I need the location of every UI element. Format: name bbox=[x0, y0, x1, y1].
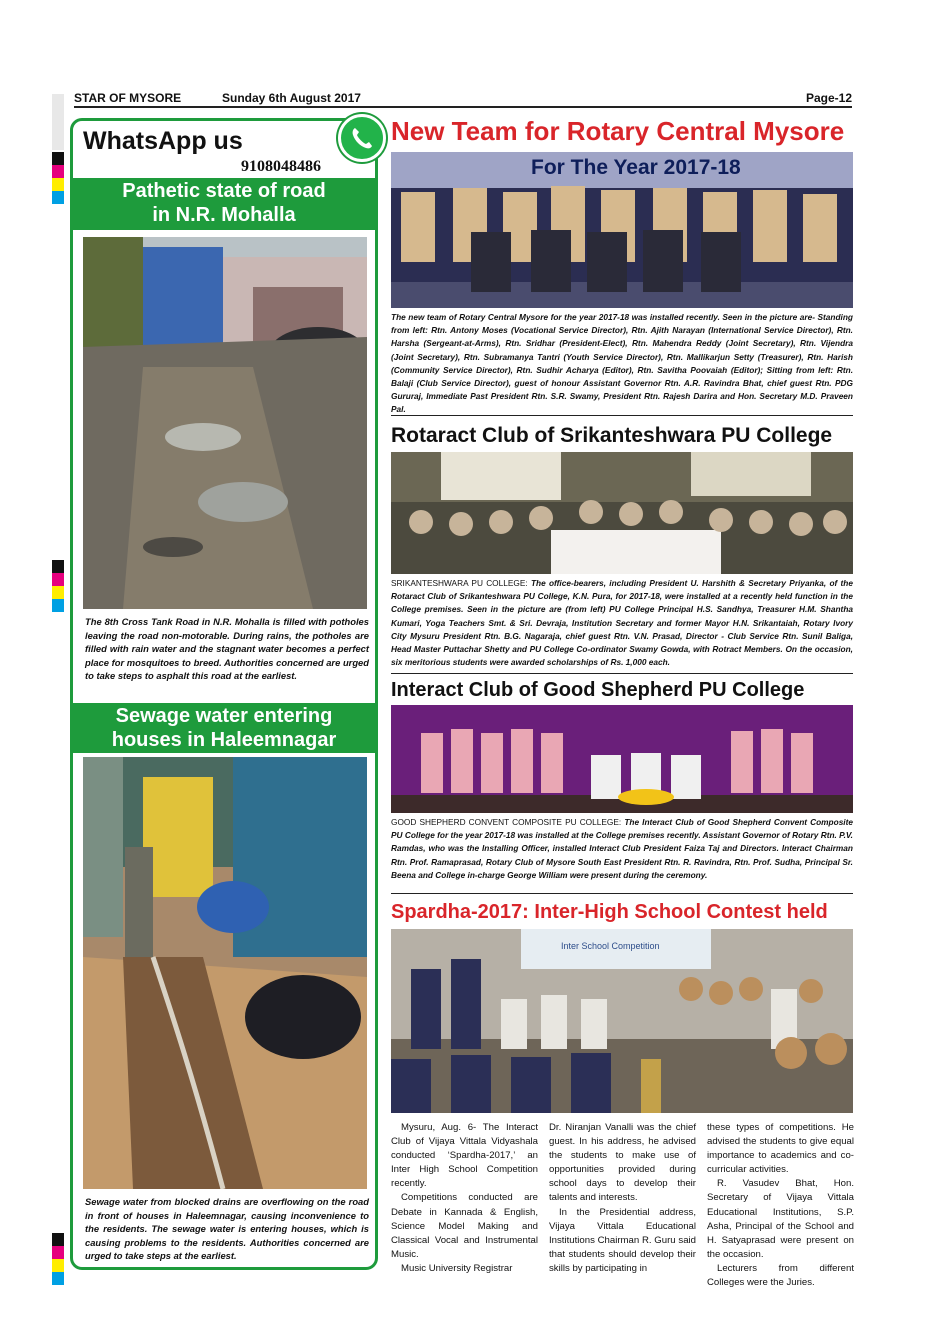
paragraph: Lecturers from different Colleges were the Juries. bbox=[707, 1262, 854, 1289]
paragraph: Competitions conducted are Debate in Kannada & English, Science Model Making and Classical Vocal and Instrumental Music. bbox=[391, 1192, 538, 1260]
interact-caption-body: The Interact Club of Good Shepherd Convent Composite PU College for the year 2017-18 was installed at the College premises recently. Assistant Governor of Rotary Rtn. P.V. Ramdas, who was the Installing Officer, installed Interact Club President Faiza Taj and Directors. Interact Chairman Rtn. Prof. Ramaprasad, Rotary Club of Mysore South East President Rtn. R. Ravindra, Rtn. Prof. Sudha, Principal Sr. Beena and College in-charge George William were present during the ceremony. bbox=[391, 817, 853, 880]
rotary-caption bbox=[391, 311, 853, 417]
spardha-column-2 bbox=[549, 1121, 696, 1276]
page-number: Page-12 bbox=[805, 91, 852, 105]
margin-strip bbox=[52, 94, 64, 150]
spardha-banner: Inter School Competition bbox=[561, 941, 660, 951]
whatsapp-panel bbox=[70, 118, 378, 1270]
issue-date: Sunday 6th August 2017 bbox=[222, 91, 361, 105]
paragraph: Mysuru, Aug. 6- The Interact Club of Vijaya Vittala Vidyashala conducted ‘Spardha-2017,’ an Inter High School Competition recently. bbox=[391, 1122, 538, 1190]
sewage-headline bbox=[73, 703, 375, 753]
rotaract-headline: Rotaract Club of Srikanteshwara PU College bbox=[391, 424, 833, 447]
rotary-banner: For The Year 2017-18 bbox=[531, 156, 741, 179]
rotaract-caption-body: The office-bearers, including President U. Harshith & Secretary Priyanka, of the Rotaract Club of Srikanteshwara PU College, K.N. Pura, for 2017-18, were installed at a recently held function in the College premises. Seen in the picture are (from left) PU College Principal H.S. Sandhya, Treasurer H.M. Shantha Kumari, Yoga Teachers Smt. & Sri. Devraja, Institution Secretary and former Mayor H.N. Srikantaiah, Rotary Ivory City Mysuru President Rtn. B.G. Nagaraja, chief guest Rtn. V.N. Prasad, Director - Club Service Rtn. Sunil Baliga, Head Master Puttachar Shetty and PU College Co-ordinator Swamy Gowda, with Rotract Members. On the occasion, six meritorious students were awarded scholarships of Rs. 1,000 each. bbox=[391, 578, 853, 668]
sewage-caption: Sewage water from blocked drains are overflowing on the road in front of houses in Haleemnagar, causing inconvenience to the residents. The sewage water is entering houses, which is causing problems to the residents. Authorities concerned are urged to take steps at the earliest. bbox=[85, 1196, 369, 1262]
whatsapp-number: 9108048486 bbox=[241, 158, 321, 175]
paragraph: R. Vasudev Bhat, Hon. Secretary of Vijaya Vittala Educational Institutions, S.P. Asha, Principal of the School and H. Satyaprasad were present on the occasion. bbox=[707, 1178, 854, 1260]
spardha-headline: Spardha-2017: Inter-High School Contest held bbox=[391, 901, 828, 923]
divider bbox=[391, 415, 853, 416]
sewage-photo bbox=[83, 757, 367, 1189]
road-caption: The 8th Cross Tank Road in N.R. Mohalla is filled with potholes leaving the road non-motorable. During rains, the potholes are filled with rain water and the stagnant water becomes a perfect place for mosquitoes to breed. Authorities concerned are urged to take steps to asphalt this road at the earliest. bbox=[85, 616, 369, 682]
interact-caption bbox=[391, 816, 853, 882]
rotaract-caption bbox=[391, 577, 853, 669]
spardha-photo bbox=[391, 929, 853, 1113]
road-photo bbox=[83, 237, 367, 609]
whatsapp-phone-icon bbox=[338, 114, 386, 162]
whatsapp-title: WhatsApp us bbox=[83, 127, 243, 155]
rotary-caption-lead: The new team of Rotary Central Mysore for the year 2017-18 was installed recently. Seen in the picture are- bbox=[391, 312, 815, 322]
interact-caption-lead: GOOD SHEPHERD CONVENT COMPOSITE PU COLLEGE: bbox=[391, 817, 622, 827]
spardha-column-1 bbox=[391, 1121, 538, 1276]
paragraph: Music University Registrar bbox=[401, 1262, 513, 1274]
registration-marks-top bbox=[52, 152, 64, 204]
interact-photo bbox=[391, 705, 853, 813]
road-headline-line2: in N.R. Mohalla bbox=[152, 204, 296, 226]
road-headline bbox=[73, 178, 375, 230]
spardha-column-3 bbox=[707, 1121, 854, 1290]
registration-marks-middle bbox=[52, 560, 64, 612]
interact-headline: Interact Club of Good Shepherd PU College bbox=[391, 679, 805, 701]
paragraph: In the Presidential address, Vijaya Vittala Educational Institutions Chairman R. Guru said that students should develop their skills by participating in bbox=[549, 1206, 696, 1274]
rotary-photo bbox=[391, 152, 853, 308]
divider bbox=[391, 673, 853, 674]
rotaract-caption-lead: SRIKANTESHWARA PU COLLEGE: bbox=[391, 578, 528, 588]
paragraph: these types of competitions. He advised the students to give equal importance to academics and co-curricular activities. bbox=[707, 1122, 854, 1176]
paragraph: Dr. Niranjan Vanalli was the chief guest. In his address, he advised the students to make use of opportunities provided during school days to develop their talents and interests. bbox=[549, 1122, 696, 1204]
page-header bbox=[74, 90, 852, 108]
road-headline-line1: Pathetic state of road bbox=[122, 180, 326, 202]
divider bbox=[391, 893, 853, 894]
sewage-headline-line2: houses in Haleemnagar bbox=[111, 729, 337, 751]
sewage-headline-line1: Sewage water entering bbox=[115, 705, 333, 727]
rotary-caption-body: Standing from left: Rtn. Antony Moses (Vocational Service Director), Rtn. Ajith Narayan (International Service Director), Rtn. Harsha (Sergeant-at-Arms), Rtn. Sridhar (President-Elect), Rtn. Mahendra Reddy (Joint Secretary), Rtn. Vijendra (Joint Secretary), Rtn. Subramanya Tantri (Youth Service Director), Rtn. Mallikarjun Setty (Treasurer), Rtn. Harish (Community Service Director), Rtn. Sudhir Acharya (Editor), Rtn. Savitha Poovaiah (Editor); Sitting from left: Rtn. Balaji (Club Service Director), guest of honour Assistant Governor Rtn. A.R. Ravindra Bhat, chief guest Rtn. PDG Gururaj, Immediate Past President Rtn. S.R. Swamy, President Rtn. Rajesh Darira and Hon. Secretary M.D. Praveen Pal. bbox=[391, 312, 853, 415]
rotary-headline: New Team for Rotary Central Mysore bbox=[391, 116, 845, 146]
paper-name: STAR OF MYSORE bbox=[74, 91, 182, 105]
rotaract-photo bbox=[391, 452, 853, 574]
registration-marks-bottom bbox=[52, 1233, 64, 1285]
